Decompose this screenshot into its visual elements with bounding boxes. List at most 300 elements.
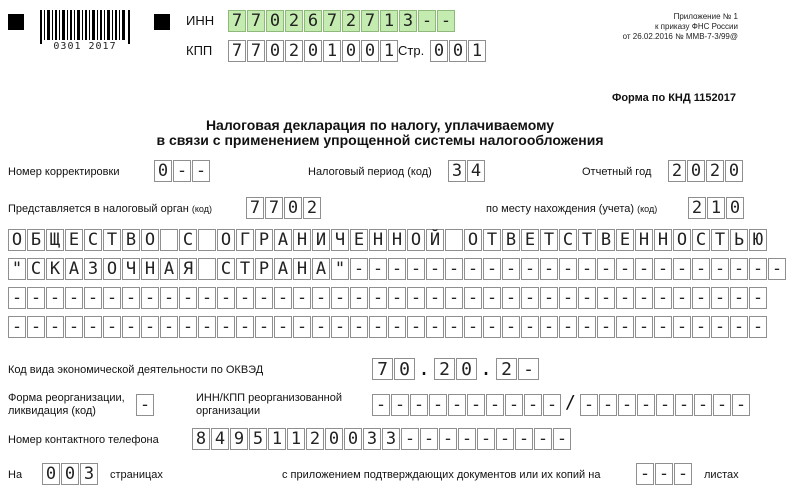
char-cell: - — [521, 287, 539, 309]
char-cell: - — [418, 10, 436, 32]
char-cell: 0 — [284, 197, 302, 219]
char-cell: - — [673, 287, 691, 309]
char-cell: 0 — [325, 428, 343, 450]
char-cell: - — [445, 258, 463, 280]
char-cell: - — [730, 316, 748, 338]
char-cell: В — [502, 229, 520, 251]
okved-part-3[interactable] — [496, 358, 540, 380]
char-cell: - — [274, 287, 292, 309]
appendix-note: Приложение № 1 к приказу ФНС России от 26.02.2016 № ММВ-7-3/99@ — [622, 12, 738, 41]
char-cell: Ю — [749, 229, 767, 251]
char-cell: - — [8, 287, 26, 309]
char-cell: - — [331, 287, 349, 309]
char-cell: О — [141, 229, 159, 251]
char-cell: - — [407, 287, 425, 309]
char-cell: Ч — [122, 258, 140, 280]
char-cell: - — [486, 394, 504, 416]
char-cell: - — [749, 287, 767, 309]
char-cell — [445, 229, 463, 251]
reorg-inn-label: ИНН/КПП реорганизованной организации — [196, 392, 342, 417]
char-cell: - — [597, 316, 615, 338]
char-cell: К — [46, 258, 64, 280]
char-cell: Я — [179, 258, 197, 280]
char-cell: - — [559, 258, 577, 280]
char-cell: - — [458, 428, 476, 450]
char-cell: - — [540, 316, 558, 338]
char-cell: - — [502, 287, 520, 309]
char-cell: - — [312, 287, 330, 309]
okved-part-1[interactable] — [372, 358, 416, 380]
char-cell: О — [8, 229, 26, 251]
char-cell: - — [597, 287, 615, 309]
char-cell: - — [730, 258, 748, 280]
char-cell: - — [597, 258, 615, 280]
char-cell: - — [439, 428, 457, 450]
reorg-field[interactable] — [136, 394, 155, 416]
page-number-label: Стр. — [398, 43, 425, 58]
char-cell: - — [635, 287, 653, 309]
char-cell: - — [407, 258, 425, 280]
char-cell: - — [521, 258, 539, 280]
char-cell: " — [331, 258, 349, 280]
char-cell: О — [407, 229, 425, 251]
char-cell: 7 — [247, 40, 265, 62]
char-cell: - — [136, 394, 154, 416]
char-cell: - — [160, 287, 178, 309]
char-cell: О — [217, 229, 235, 251]
char-cell: 7 — [228, 40, 246, 62]
char-cell: - — [518, 358, 539, 380]
char-cell: Н — [635, 229, 653, 251]
char-cell: - — [543, 394, 561, 416]
pages-field[interactable] — [42, 463, 99, 485]
char-cell: - — [407, 316, 425, 338]
char-cell: - — [616, 316, 634, 338]
char-cell — [198, 229, 216, 251]
char-cell: - — [483, 258, 501, 280]
char-cell: 1 — [380, 40, 398, 62]
char-cell: - — [350, 316, 368, 338]
char-cell: 0 — [687, 160, 705, 182]
char-cell: 1 — [268, 428, 286, 450]
okved-separator-2: . — [480, 356, 493, 380]
report-year-field[interactable] — [668, 160, 744, 182]
char-cell: А — [274, 229, 292, 251]
char-cell: - — [160, 316, 178, 338]
char-cell: - — [694, 394, 712, 416]
char-cell: 2 — [306, 428, 324, 450]
char-cell: - — [27, 287, 45, 309]
char-cell: - — [122, 316, 140, 338]
char-cell: Т — [540, 229, 558, 251]
char-cell: - — [331, 316, 349, 338]
char-cell: Е — [521, 229, 539, 251]
char-cell: 7 — [361, 10, 379, 32]
char-cell: С — [559, 229, 577, 251]
char-cell: 0 — [726, 197, 744, 219]
char-cell: - — [350, 258, 368, 280]
char-cell: - — [173, 160, 191, 182]
char-cell: - — [236, 316, 254, 338]
char-cell: - — [27, 316, 45, 338]
tax-authority-label: Представляется в налоговый орган (код) — [8, 203, 212, 215]
barcode-icon — [40, 10, 130, 44]
char-cell: - — [426, 316, 444, 338]
char-cell: 3 — [80, 463, 98, 485]
char-cell: А — [160, 258, 178, 280]
char-cell: - — [599, 394, 617, 416]
char-cell: - — [464, 258, 482, 280]
char-cell: Т — [578, 229, 596, 251]
char-cell: - — [141, 316, 159, 338]
char-cell: 0 — [266, 10, 284, 32]
report-year-label: Отчетный год — [582, 166, 652, 178]
char-cell: 7 — [228, 10, 246, 32]
char-cell: - — [179, 316, 197, 338]
char-cell: - — [477, 428, 495, 450]
char-cell: - — [711, 287, 729, 309]
corner-marker-center — [154, 14, 170, 30]
char-cell: - — [445, 287, 463, 309]
char-cell: А — [312, 258, 330, 280]
char-cell: В — [597, 229, 615, 251]
char-cell: Т — [711, 229, 729, 251]
org-name-line-4[interactable] — [8, 316, 768, 338]
tax-period-field[interactable] — [448, 160, 486, 182]
char-cell: Н — [141, 258, 159, 280]
reorg-kpp-field[interactable] — [580, 394, 751, 416]
char-cell: Н — [369, 229, 387, 251]
char-cell: Б — [27, 229, 45, 251]
char-cell: - — [496, 428, 514, 450]
char-cell: 1 — [323, 40, 341, 62]
char-cell: 9 — [230, 428, 248, 450]
char-cell: С — [692, 229, 710, 251]
char-cell: - — [673, 316, 691, 338]
char-cell: - — [524, 394, 542, 416]
char-cell: - — [540, 287, 558, 309]
char-cell: - — [711, 316, 729, 338]
char-cell: Р — [255, 258, 273, 280]
char-cell: - — [540, 258, 558, 280]
char-cell: - — [103, 316, 121, 338]
char-cell: - — [84, 287, 102, 309]
char-cell: - — [502, 316, 520, 338]
tax-period-label: Налоговый период (код) — [308, 166, 432, 178]
char-cell: Е — [350, 229, 368, 251]
char-cell: - — [369, 316, 387, 338]
char-cell: З — [399, 10, 417, 32]
char-cell: - — [505, 394, 523, 416]
char-cell: - — [618, 394, 636, 416]
char-cell: - — [502, 258, 520, 280]
char-cell: 1 — [468, 40, 486, 62]
char-cell: - — [122, 287, 140, 309]
char-cell: 7 — [247, 10, 265, 32]
char-cell: 6 — [304, 10, 322, 32]
char-cell: - — [198, 316, 216, 338]
char-cell: - — [483, 316, 501, 338]
char-cell: - — [749, 316, 767, 338]
char-cell: - — [711, 258, 729, 280]
phone-field[interactable] — [192, 428, 572, 450]
char-cell: - — [654, 316, 672, 338]
char-cell: - — [655, 463, 673, 485]
char-cell: 4 — [211, 428, 229, 450]
kpp-field[interactable] — [228, 40, 399, 62]
char-cell: Н — [293, 258, 311, 280]
char-cell: Ь — [730, 229, 748, 251]
pages-label-after: страницах — [110, 469, 163, 481]
attachments-label-after: листах — [704, 469, 739, 481]
attachments-label: с приложением подтверждающих документов или их копий на — [282, 469, 601, 481]
correction-field[interactable] — [154, 160, 211, 182]
char-cell: - — [515, 428, 533, 450]
reorg-inn-field[interactable] — [372, 394, 562, 416]
char-cell: - — [675, 394, 693, 416]
char-cell: - — [673, 258, 691, 280]
char-cell: - — [217, 287, 235, 309]
char-cell: - — [46, 287, 64, 309]
char-cell: 4 — [467, 160, 485, 182]
char-cell: - — [8, 316, 26, 338]
char-cell: 0 — [430, 40, 448, 62]
char-cell: 7 — [372, 358, 393, 380]
char-cell: - — [635, 258, 653, 280]
char-cell: 0 — [42, 463, 60, 485]
char-cell: Г — [236, 229, 254, 251]
char-cell: - — [410, 394, 428, 416]
char-cell: И — [312, 229, 330, 251]
char-cell: - — [141, 287, 159, 309]
char-cell: - — [46, 316, 64, 338]
char-cell: 1 — [380, 10, 398, 32]
okved-separator-1: . — [418, 356, 431, 380]
location-label: по месту нахождения (учета) (код) — [486, 203, 658, 215]
char-cell: 2 — [706, 160, 724, 182]
char-cell: Щ — [46, 229, 64, 251]
char-cell: - — [388, 258, 406, 280]
char-cell: - — [426, 258, 444, 280]
char-cell: - — [65, 287, 83, 309]
org-name-line-2[interactable] — [8, 258, 787, 280]
char-cell: 2 — [285, 10, 303, 32]
char-cell: - — [255, 316, 273, 338]
char-cell: - — [84, 316, 102, 338]
char-cell: 2 — [688, 197, 706, 219]
org-name-line-3[interactable] — [8, 287, 768, 309]
char-cell: 0 — [154, 160, 172, 182]
char-cell — [160, 229, 178, 251]
char-cell: 0 — [361, 40, 379, 62]
char-cell: - — [388, 287, 406, 309]
char-cell: 1 — [287, 428, 305, 450]
char-cell: В — [122, 229, 140, 251]
char-cell: 2 — [342, 10, 360, 32]
char-cell: - — [674, 463, 692, 485]
char-cell: - — [274, 316, 292, 338]
inn-field[interactable] — [228, 10, 456, 32]
char-cell: 8 — [192, 428, 210, 450]
char-cell: 2 — [303, 197, 321, 219]
char-cell: - — [654, 258, 672, 280]
char-cell: - — [464, 287, 482, 309]
form-code: Форма по КНД 1152017 — [611, 92, 736, 104]
char-cell: - — [637, 394, 655, 416]
char-cell: А — [65, 258, 83, 280]
char-cell: - — [65, 316, 83, 338]
tax-authority-field[interactable] — [246, 197, 322, 219]
char-cell: - — [401, 428, 419, 450]
char-cell: - — [656, 394, 674, 416]
char-cell: - — [749, 258, 767, 280]
page-number-field[interactable] — [430, 40, 487, 62]
char-cell: Н — [293, 229, 311, 251]
char-cell: - — [372, 394, 390, 416]
char-cell: - — [730, 287, 748, 309]
reorg-label: Форма реорганизации, ликвидация (код) — [8, 392, 125, 417]
char-cell: - — [732, 394, 750, 416]
char-cell: - — [445, 316, 463, 338]
kpp-label: КПП — [186, 43, 213, 58]
char-cell: Т — [236, 258, 254, 280]
char-cell: Е — [65, 229, 83, 251]
char-cell: 5 — [249, 428, 267, 450]
char-cell: - — [103, 287, 121, 309]
char-cell: 3 — [363, 428, 381, 450]
char-cell: - — [467, 394, 485, 416]
char-cell: Т — [103, 229, 121, 251]
attachments-field[interactable] — [636, 463, 693, 485]
char-cell: - — [692, 287, 710, 309]
char-cell: - — [255, 287, 273, 309]
char-cell: 2 — [668, 160, 686, 182]
char-cell: - — [217, 316, 235, 338]
okved-label: Код вида экономической деятельности по ОКВЭД — [8, 364, 264, 376]
char-cell — [198, 258, 216, 280]
char-cell: 7 — [265, 197, 283, 219]
char-cell: - — [198, 287, 216, 309]
char-cell: - — [559, 316, 577, 338]
char-cell: Ч — [331, 229, 349, 251]
char-cell: - — [391, 394, 409, 416]
char-cell: Е — [616, 229, 634, 251]
char-cell: - — [654, 287, 672, 309]
char-cell: - — [616, 287, 634, 309]
location-field[interactable] — [688, 197, 745, 219]
char-cell: 2 — [434, 358, 455, 380]
char-cell: О — [464, 229, 482, 251]
char-cell: - — [192, 160, 210, 182]
char-cell: - — [713, 394, 731, 416]
char-cell: С — [84, 229, 102, 251]
char-cell: - — [312, 316, 330, 338]
char-cell: - — [448, 394, 466, 416]
char-cell: - — [692, 316, 710, 338]
char-cell: 2 — [285, 40, 303, 62]
char-cell: Т — [483, 229, 501, 251]
inn-label: ИНН — [186, 13, 215, 28]
char-cell: - — [429, 394, 447, 416]
char-cell: 0 — [61, 463, 79, 485]
char-cell: - — [369, 258, 387, 280]
char-cell: Н — [388, 229, 406, 251]
char-cell: - — [553, 428, 571, 450]
phone-label: Номер контактного телефона — [8, 434, 159, 446]
char-cell: - — [350, 287, 368, 309]
char-cell: - — [578, 258, 596, 280]
char-cell: 0 — [342, 40, 360, 62]
char-cell: - — [464, 316, 482, 338]
char-cell: - — [236, 287, 254, 309]
char-cell: 0 — [449, 40, 467, 62]
char-cell: - — [420, 428, 438, 450]
char-cell: Й — [426, 229, 444, 251]
char-cell: 3 — [382, 428, 400, 450]
char-cell: Р — [255, 229, 273, 251]
char-cell: - — [369, 287, 387, 309]
char-cell: 0 — [344, 428, 362, 450]
char-cell: - — [293, 316, 311, 338]
char-cell: 2 — [496, 358, 517, 380]
corner-marker-left — [8, 14, 24, 30]
char-cell: - — [426, 287, 444, 309]
char-cell: 7 — [246, 197, 264, 219]
char-cell: 0 — [725, 160, 743, 182]
char-cell: 7 — [323, 10, 341, 32]
char-cell: О — [673, 229, 691, 251]
char-cell: - — [521, 316, 539, 338]
char-cell: - — [388, 316, 406, 338]
char-cell: - — [692, 258, 710, 280]
pages-label-before: На — [8, 469, 23, 481]
char-cell: - — [483, 287, 501, 309]
char-cell: - — [636, 463, 654, 485]
char-cell: " — [8, 258, 26, 280]
char-cell: - — [635, 316, 653, 338]
char-cell: 0 — [394, 358, 415, 380]
okved-part-2[interactable] — [434, 358, 478, 380]
page-title: Налоговая декларация по налогу, уплачиваемому в связи с применением упрощенной системы налогообложения — [156, 117, 604, 148]
org-name-line-1[interactable] — [8, 229, 768, 251]
char-cell: С — [179, 229, 197, 251]
char-cell: - — [179, 287, 197, 309]
char-cell: - — [580, 394, 598, 416]
char-cell: - — [578, 316, 596, 338]
reorg-inn-kpp-separator: / — [565, 392, 576, 413]
char-cell: С — [27, 258, 45, 280]
char-cell: - — [559, 287, 577, 309]
char-cell: А — [274, 258, 292, 280]
char-cell: З — [84, 258, 102, 280]
char-cell: - — [616, 258, 634, 280]
barcode-number: 0301 2017 — [53, 41, 117, 52]
char-cell: Н — [654, 229, 672, 251]
correction-label: Номер корректировки — [8, 166, 120, 178]
char-cell: - — [293, 287, 311, 309]
char-cell: 0 — [456, 358, 477, 380]
char-cell: С — [217, 258, 235, 280]
char-cell: О — [103, 258, 121, 280]
char-cell: - — [578, 287, 596, 309]
char-cell: - — [534, 428, 552, 450]
char-cell: - — [768, 258, 786, 280]
char-cell: 3 — [448, 160, 466, 182]
char-cell: - — [437, 10, 455, 32]
char-cell: 0 — [304, 40, 322, 62]
char-cell: 1 — [707, 197, 725, 219]
char-cell: 0 — [266, 40, 284, 62]
